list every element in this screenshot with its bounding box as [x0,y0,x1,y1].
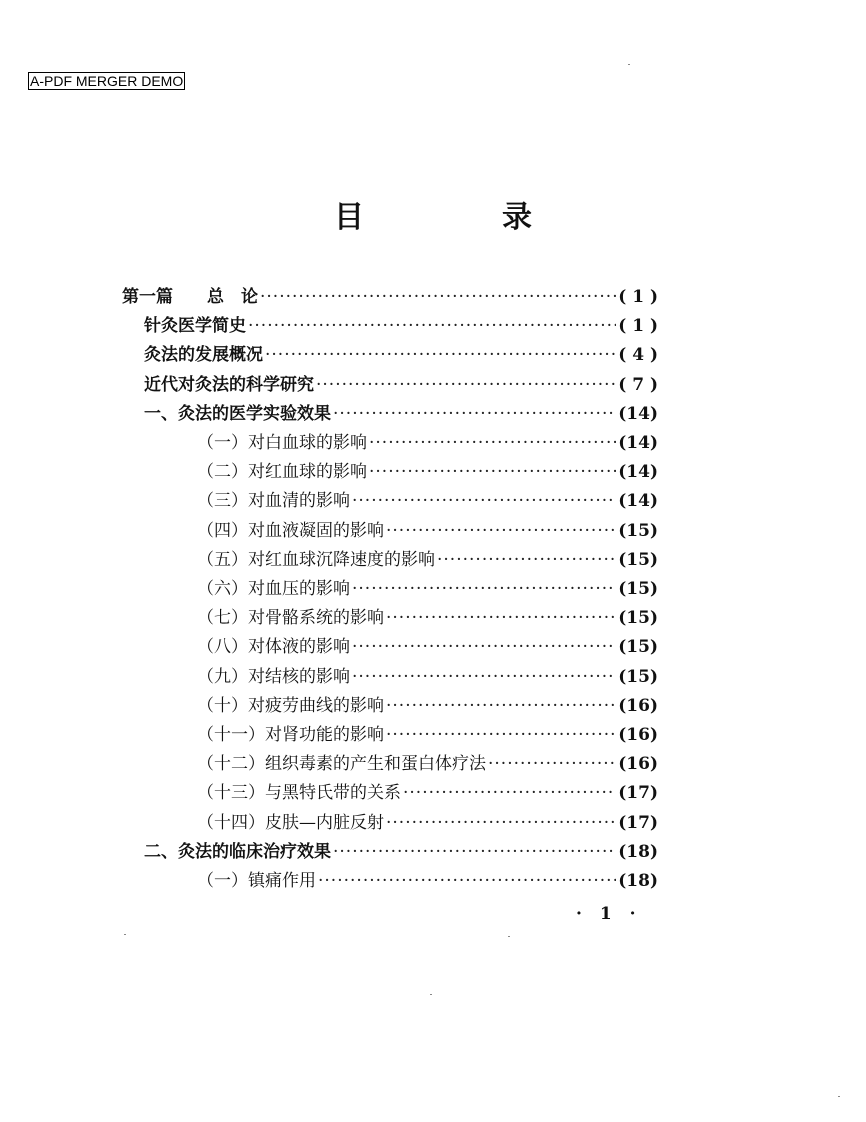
toc-entry-page: (17) [618,813,658,833]
toc-entry-page: (18) [618,842,658,862]
toc-leader-dots [352,491,616,511]
toc-entry [197,662,658,688]
toc-entry-title: 针灸医学简史 [144,316,246,336]
watermark-label: A-PDF MERGER DEMO [30,73,184,89]
toc-entry [197,428,658,454]
toc-leader-dots [386,521,616,541]
toc-leader-dots [265,345,616,365]
toc-leader-dots [352,667,616,687]
toc-entry [197,808,658,834]
toc-entry-title: （九）对结核的影响 [197,667,350,687]
toc-leader-dots [369,462,616,482]
toc-entry-title: （十四）皮肤—内脏反射 [197,813,384,833]
toc-entry [144,340,658,366]
toc-entry-title: （三）对血清的影响 [197,491,350,511]
page-title: 目 录 [334,200,586,235]
toc-leader-dots [437,550,616,570]
toc-leader-dots [386,725,616,745]
toc-entry-title: 灸法的发展概况 [144,345,263,365]
toc-entry-title: （十二）组织毒素的产生和蛋白体疗法 [197,754,486,774]
toc-entry [197,632,658,658]
toc-entry [144,399,658,425]
toc-entry-title: （十一）对肾功能的影响 [197,725,384,745]
toc-leader-dots [260,287,616,307]
toc-entry [197,720,658,746]
toc-entry-title: （七）对骨骼系统的影响 [197,608,384,628]
toc-entry-title: 第一篇 总 论 [122,287,258,307]
toc-leader-dots [333,842,616,862]
toc-entry [197,603,658,629]
toc-entry-page: (15) [618,667,658,687]
toc-entry-title: （十）对疲劳曲线的影响 [197,696,384,716]
toc-entry [197,866,658,892]
toc-entry [197,778,658,804]
scan-speck [430,994,432,995]
toc-entry-page: ( 1 ) [618,316,658,336]
toc-entry-page: (15) [618,608,658,628]
toc-entry-page: (15) [618,521,658,541]
scan-speck [838,1096,840,1097]
toc-entry [197,691,658,717]
toc-leader-dots [316,375,616,395]
toc-entry-page: ( 1 ) [618,287,658,307]
toc-entry [197,516,658,542]
toc-entry-page: (14) [618,462,658,482]
toc-leader-dots [386,608,616,628]
toc-entry-title: （六）对血压的影响 [197,579,350,599]
toc-entry-page: (14) [618,404,658,424]
toc-entry-page: (16) [618,754,658,774]
toc-entry-page: (15) [618,579,658,599]
scan-speck [508,936,510,937]
toc-leader-dots [318,871,616,891]
toc-entry-page: (15) [618,637,658,657]
toc-entry-page: ( 7 ) [618,375,658,395]
toc-entry-page: ( 4 ) [618,345,658,365]
toc-entry-title: （四）对血液凝固的影响 [197,521,384,541]
toc-leader-dots [386,813,616,833]
toc-entry-title: （二）对红血球的影响 [197,462,367,482]
toc-entry-page: (16) [618,696,658,716]
toc-entry-title: （十三）与黑特氏带的关系 [197,783,401,803]
toc-leader-dots [488,754,616,774]
toc-leader-dots [352,637,616,657]
toc-leader-dots [352,579,616,599]
toc-entry-title: 二、灸法的临床治疗效果 [144,842,331,862]
toc-entry-title: （一）镇痛作用 [197,871,316,891]
toc-leader-dots [386,696,616,716]
toc-entry-page: (17) [618,783,658,803]
toc-entry [144,370,658,396]
toc-entry [197,545,658,571]
toc-leader-dots [369,433,616,453]
toc-leader-dots [248,316,616,336]
toc-entry [197,749,658,775]
toc-entry-title: 近代对灸法的科学研究 [144,375,314,395]
toc-entry-page: (15) [618,550,658,570]
toc-entry [144,311,658,337]
toc-entry-page: (16) [618,725,658,745]
page-number-footer: · 1 · [576,904,642,924]
toc-leader-dots [333,404,616,424]
toc-entry-title: （五）对红血球沉降速度的影响 [197,550,435,570]
toc-entry-title: （八）对体液的影响 [197,637,350,657]
toc-leader-dots [403,783,616,803]
toc-entry-page: (18) [618,871,658,891]
toc-entry-title: 一、灸法的医学实验效果 [144,404,331,424]
toc-entry [122,282,658,308]
toc-entry-title: （一）对白血球的影响 [197,433,367,453]
toc-entry-page: (14) [618,491,658,511]
toc-entry-page: (14) [618,433,658,453]
scan-speck [124,934,126,935]
toc-entry [197,486,658,512]
toc-entry [197,457,658,483]
toc-entry [144,837,658,863]
toc-entry [197,574,658,600]
scan-speck [628,64,630,65]
